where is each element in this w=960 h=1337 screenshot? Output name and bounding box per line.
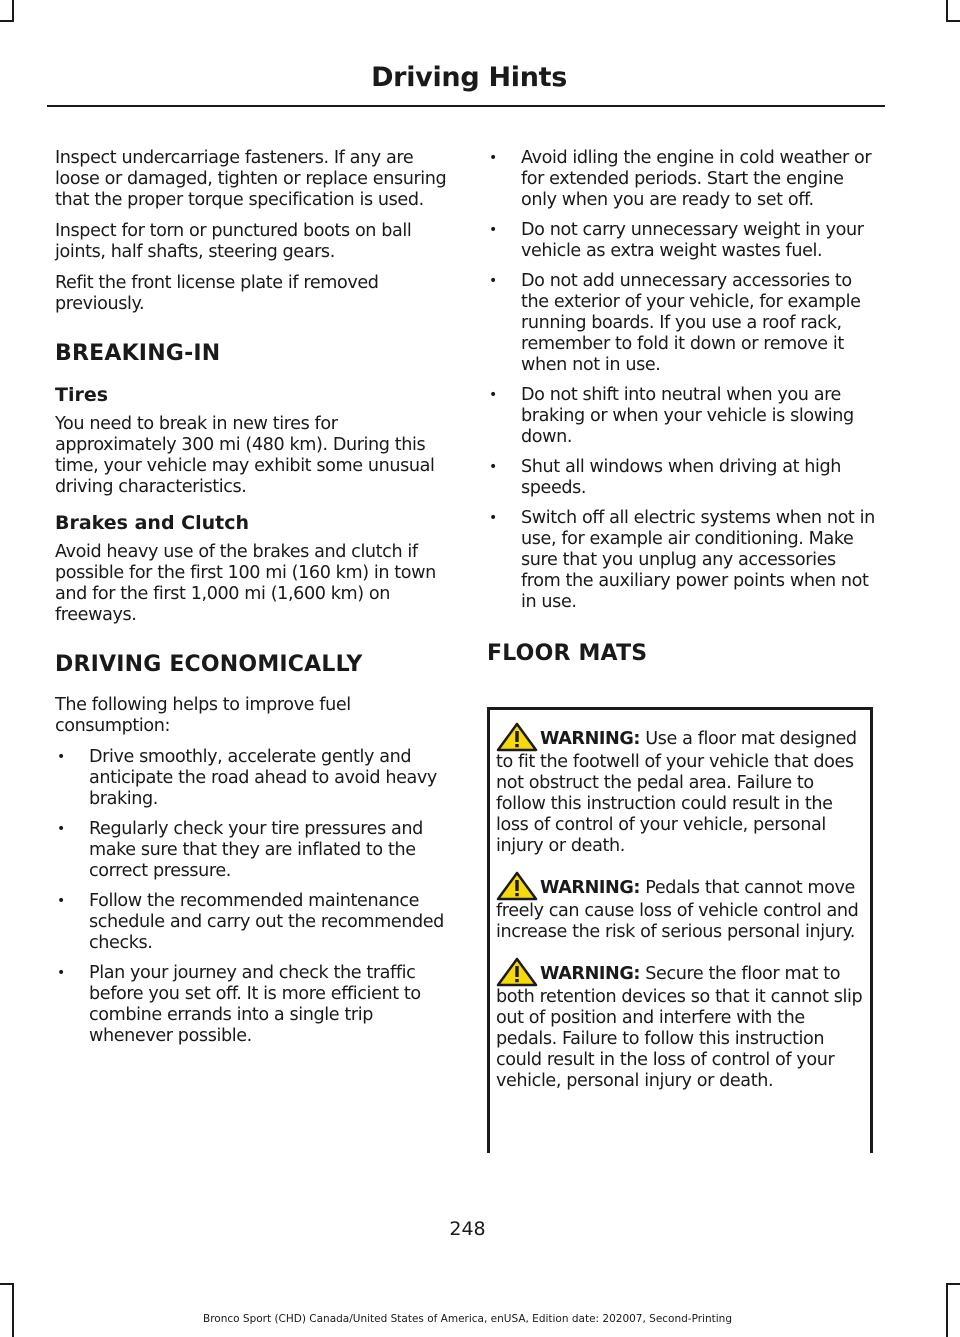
warning-label: WARNING: bbox=[540, 964, 641, 984]
crop-mark bbox=[12, 0, 14, 20]
list-item: • Plan your journey and check the traffic before you set off. It is more efficient to combine errands into a single trip whenever possible. bbox=[55, 963, 447, 1047]
warning-item bbox=[496, 871, 865, 943]
paragraph: Inspect for torn or punctured boots on ball joints, half shafts, steering gears. bbox=[55, 221, 412, 262]
list-item: • Regularly check your tire pressures and make sure that they are inflated to the correct pressure. bbox=[55, 819, 447, 882]
list-item: • Do not carry unnecessary weight in your vehicle as extra weight wastes fuel. bbox=[487, 220, 879, 262]
section-heading-floor-mats: FLOOR MATS bbox=[487, 641, 648, 666]
page-number: 248 bbox=[449, 1218, 486, 1240]
list-item: • Avoid idling the engine in cold weather or for extended periods. Start the engine only when you are ready to set off. bbox=[487, 148, 879, 211]
crop-mark bbox=[0, 20, 14, 22]
crop-mark bbox=[946, 0, 948, 20]
list-item: • Switch off all electric systems when not in use, for example air conditioning. Make sure that you unplug any accessories from the auxiliary power points when not in use. bbox=[487, 508, 879, 613]
warning-text: Secure the floor mat to both retention devices so that it cannot slip out of position and interfere with the pedals. Failure to follow this instruction could result in the loss of control of your vehicle, personal injury or death. bbox=[496, 964, 863, 1091]
warning-text: Pedals that cannot move freely can cause loss of vehicle control and increase the risk of serious personal injury. bbox=[496, 878, 859, 942]
list-item: • Drive smoothly, accelerate gently and anticipate the road ahead to avoid heavy braking. bbox=[55, 747, 447, 810]
warning-triangle-icon bbox=[496, 722, 538, 752]
crop-mark bbox=[12, 1283, 14, 1337]
warning-label: WARNING: bbox=[540, 729, 641, 749]
list-item: • Do not add unnecessary accessories to the exterior of your vehicle, for example running boards. If you use a roof rack, remember to fold it down or remove it when not in use. bbox=[487, 271, 879, 376]
warning-box bbox=[487, 707, 873, 1153]
paragraph: Refit the front license plate if removed previously. bbox=[55, 273, 379, 314]
subheading-brakes-clutch: Brakes and Clutch bbox=[55, 512, 250, 534]
paragraph: Inspect undercarriage fasteners. If any are loose or damaged, tighten or replace ensuring that the proper torque specification is used. bbox=[55, 148, 447, 210]
paragraph: Avoid heavy use of the brakes and clutch if possible for the first 100 mi (160 km) in town and for the first 1,000 mi (1,600 km) on freeways. bbox=[55, 542, 436, 625]
list-item: • Do not shift into neutral when you are braking or when your vehicle is slowing down. bbox=[487, 385, 879, 448]
crop-mark bbox=[946, 20, 960, 22]
subheading-tires: Tires bbox=[55, 384, 109, 406]
warning-item bbox=[496, 722, 865, 857]
paragraph: You need to break in new tires for approximately 300 mi (480 km). During this time, your vehicle may exhibit some unusual driving characteristics. bbox=[55, 414, 435, 497]
footer-edition-info: Bronco Sport (CHD) Canada/United States of America, enUSA, Edition date: 202007, Second-Printing bbox=[203, 1313, 732, 1325]
warning-item bbox=[496, 957, 865, 1092]
crop-mark bbox=[0, 1283, 14, 1285]
warning-triangle-icon bbox=[496, 957, 538, 987]
crop-mark bbox=[946, 1283, 948, 1337]
bullet-list bbox=[487, 148, 879, 613]
right-column bbox=[487, 148, 879, 684]
crop-mark bbox=[946, 1283, 960, 1285]
page-title: Driving Hints bbox=[371, 62, 567, 93]
paragraph: The following helps to improve fuel consumption: bbox=[55, 695, 351, 736]
warning-text: Use a floor mat designed to fit the footwell of your vehicle that does not obstruct the pedal area. Failure to follow this instruction could result in the loss of control of your vehicle, personal injury or death. bbox=[496, 729, 857, 856]
left-column bbox=[55, 148, 447, 1056]
warning-label: WARNING: bbox=[540, 878, 641, 898]
header-divider bbox=[47, 105, 885, 107]
bullet-list bbox=[55, 747, 447, 1047]
list-item: • Shut all windows when driving at high speeds. bbox=[487, 457, 879, 499]
section-heading-driving-economically: DRIVING ECONOMICALLY bbox=[55, 652, 363, 677]
warning-triangle-icon bbox=[496, 871, 538, 901]
list-item: • Follow the recommended maintenance schedule and carry out the recommended checks. bbox=[55, 891, 447, 954]
section-heading-breaking-in: BREAKING-IN bbox=[55, 341, 221, 366]
